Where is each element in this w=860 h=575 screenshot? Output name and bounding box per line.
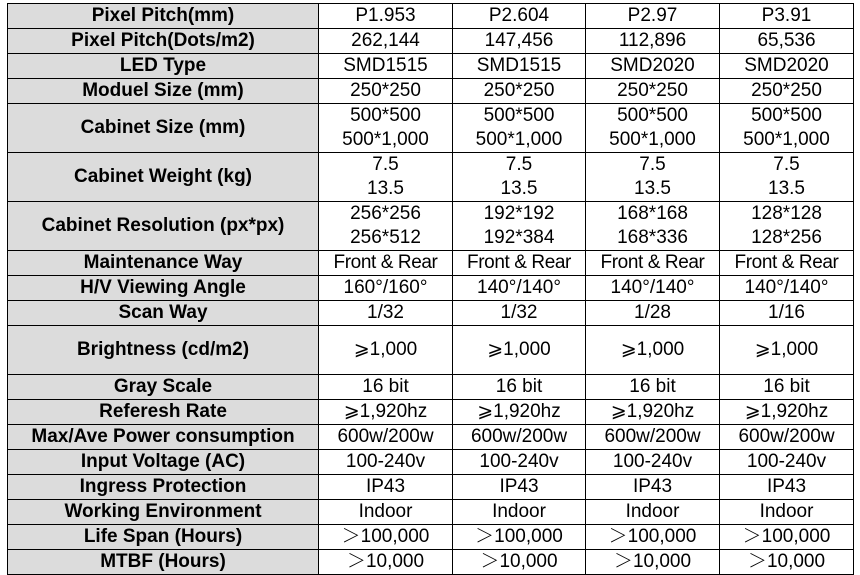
spec-row bbox=[8, 276, 854, 301]
row-label: Cabinet Resolution (px*px) bbox=[8, 202, 319, 251]
value-cell: 65,536 bbox=[720, 29, 854, 54]
value-cell bbox=[319, 104, 453, 153]
value-cell: SMD1515 bbox=[453, 54, 586, 79]
value-cell: ＞100,000 bbox=[586, 525, 720, 550]
value-line: 7.5 bbox=[773, 154, 800, 175]
row-label: Cabinet Size (mm) bbox=[8, 104, 319, 153]
value-line: 500*1,000 bbox=[342, 129, 429, 150]
value-cell: 250*250 bbox=[586, 79, 720, 104]
value-cell bbox=[720, 202, 854, 251]
row-label: Input Voltage (AC) bbox=[8, 450, 319, 475]
value-line: 7.5 bbox=[639, 154, 666, 175]
value-cell: P2.604 bbox=[453, 4, 586, 29]
value-cell: IP43 bbox=[720, 475, 854, 500]
value-cell: 250*250 bbox=[319, 79, 453, 104]
spec-table-body bbox=[8, 4, 854, 575]
spec-row bbox=[8, 525, 854, 550]
value-cell: 100-240v bbox=[720, 450, 854, 475]
row-label: H/V Viewing Angle bbox=[8, 276, 319, 301]
value-line: 13.5 bbox=[768, 178, 805, 199]
value-cell: ＞10,000 bbox=[586, 550, 720, 575]
spec-row bbox=[8, 475, 854, 500]
value-line: 13.5 bbox=[634, 178, 671, 199]
value-cell: ＞10,000 bbox=[453, 550, 586, 575]
value-line: 7.5 bbox=[372, 154, 399, 175]
value-line: 128*256 bbox=[751, 227, 822, 248]
value-line: 500*500 bbox=[751, 105, 822, 126]
spec-row bbox=[8, 550, 854, 575]
spec-row bbox=[8, 450, 854, 475]
value-cell: ＞100,000 bbox=[319, 525, 453, 550]
value-cell: ＞10,000 bbox=[720, 550, 854, 575]
value-cell: 16 bit bbox=[720, 375, 854, 400]
value-cell: 140°/140° bbox=[586, 276, 720, 301]
value-cell: 100-240v bbox=[586, 450, 720, 475]
row-label: Gray Scale bbox=[8, 375, 319, 400]
value-cell bbox=[720, 153, 854, 202]
value-cell: P3.91 bbox=[720, 4, 854, 29]
value-cell: 250*250 bbox=[720, 79, 854, 104]
spec-row bbox=[8, 202, 854, 251]
spec-row bbox=[8, 104, 854, 153]
value-cell: 147,456 bbox=[453, 29, 586, 54]
value-cell bbox=[453, 104, 586, 153]
row-label: MTBF (Hours) bbox=[8, 550, 319, 575]
row-label: LED Type bbox=[8, 54, 319, 79]
value-cell: P1.953 bbox=[319, 4, 453, 29]
value-cell: Front & Rear bbox=[720, 251, 854, 276]
value-cell: SMD2020 bbox=[720, 54, 854, 79]
row-label: Scan Way bbox=[8, 301, 319, 326]
value-cell: SMD2020 bbox=[586, 54, 720, 79]
value-cell: 1/16 bbox=[720, 301, 854, 326]
value-cell: 600w/200w bbox=[720, 425, 854, 450]
value-line: 168*336 bbox=[617, 227, 688, 248]
value-cell: Indoor bbox=[319, 500, 453, 525]
value-cell: 16 bit bbox=[319, 375, 453, 400]
value-cell bbox=[586, 153, 720, 202]
value-cell: Indoor bbox=[453, 500, 586, 525]
value-line: 500*1,000 bbox=[609, 129, 696, 150]
value-line: 256*256 bbox=[350, 203, 421, 224]
value-line: 192*192 bbox=[483, 203, 555, 224]
value-cell bbox=[453, 202, 586, 251]
value-line: 256*512 bbox=[350, 227, 421, 248]
value-cell: IP43 bbox=[319, 475, 453, 500]
value-cell: Front & Rear bbox=[586, 251, 720, 276]
spec-row bbox=[8, 79, 854, 104]
value-line: 128*128 bbox=[751, 203, 822, 224]
value-cell: 100-240v bbox=[319, 450, 453, 475]
row-label: Maintenance Way bbox=[8, 251, 319, 276]
value-line: 500*1,000 bbox=[743, 129, 830, 150]
value-cell: 1/32 bbox=[453, 301, 586, 326]
value-cell: 16 bit bbox=[586, 375, 720, 400]
row-label: Cabinet Weight (kg) bbox=[8, 153, 319, 202]
row-label: Pixel Pitch(mm) bbox=[8, 4, 319, 29]
value-line: 7.5 bbox=[505, 154, 533, 175]
value-cell: IP43 bbox=[586, 475, 720, 500]
value-cell bbox=[319, 153, 453, 202]
value-cell: 16 bit bbox=[453, 375, 586, 400]
value-cell: 1/32 bbox=[319, 301, 453, 326]
value-cell: 600w/200w bbox=[319, 425, 453, 450]
spec-row bbox=[8, 500, 854, 525]
row-label: Brightness (cd/m2) bbox=[8, 326, 319, 375]
value-cell: ⩾1,000 bbox=[720, 326, 854, 375]
value-cell: ＞100,000 bbox=[453, 525, 586, 550]
spec-row bbox=[8, 425, 854, 450]
value-cell bbox=[586, 104, 720, 153]
value-cell bbox=[720, 104, 854, 153]
value-line: 500*500 bbox=[483, 105, 555, 126]
row-label: Pixel Pitch(Dots/m2) bbox=[8, 29, 319, 54]
value-cell: 112,896 bbox=[586, 29, 720, 54]
value-cell bbox=[319, 202, 453, 251]
value-line: 168*168 bbox=[617, 203, 688, 224]
row-label: Max/Ave Power consumption bbox=[8, 425, 319, 450]
value-cell: Front & Rear bbox=[453, 251, 586, 276]
row-label: Referesh Rate bbox=[8, 400, 319, 425]
value-cell: ＞100,000 bbox=[720, 525, 854, 550]
value-cell: ⩾1,000 bbox=[319, 326, 453, 375]
value-line: 500*500 bbox=[350, 105, 421, 126]
value-line: 13.5 bbox=[367, 178, 404, 199]
value-cell: 600w/200w bbox=[453, 425, 586, 450]
spec-row bbox=[8, 301, 854, 326]
spec-row bbox=[8, 29, 854, 54]
value-cell: 160°/160° bbox=[319, 276, 453, 301]
value-cell: 140°/140° bbox=[720, 276, 854, 301]
value-cell: IP43 bbox=[453, 475, 586, 500]
value-line: 500*1,000 bbox=[475, 129, 563, 150]
value-cell: ⩾1,000 bbox=[453, 326, 586, 375]
value-cell: 262,144 bbox=[319, 29, 453, 54]
value-cell: 600w/200w bbox=[586, 425, 720, 450]
spec-row bbox=[8, 326, 854, 375]
spec-row bbox=[8, 251, 854, 276]
value-cell: ＞10,000 bbox=[319, 550, 453, 575]
value-cell: 1/28 bbox=[586, 301, 720, 326]
value-cell: ⩾1,920hz bbox=[720, 400, 854, 425]
row-label: Ingress Protection bbox=[8, 475, 319, 500]
spec-row bbox=[8, 375, 854, 400]
value-line: 500*500 bbox=[617, 105, 688, 126]
value-cell: ⩾1,920hz bbox=[453, 400, 586, 425]
spec-row bbox=[8, 400, 854, 425]
value-cell: 250*250 bbox=[453, 79, 586, 104]
spec-row bbox=[8, 153, 854, 202]
value-cell: Front & Rear bbox=[319, 251, 453, 276]
spec-row bbox=[8, 4, 854, 29]
value-cell: Indoor bbox=[720, 500, 854, 525]
row-label: Moduel Size (mm) bbox=[8, 79, 319, 104]
row-label: Life Span (Hours) bbox=[8, 525, 319, 550]
value-cell: SMD1515 bbox=[319, 54, 453, 79]
value-cell: 100-240v bbox=[453, 450, 586, 475]
value-line: 192*384 bbox=[483, 227, 555, 248]
spec-table bbox=[7, 3, 854, 575]
value-line: 13.5 bbox=[500, 178, 538, 199]
value-cell: ⩾1,920hz bbox=[586, 400, 720, 425]
spec-row bbox=[8, 54, 854, 79]
row-label: Working Environment bbox=[8, 500, 319, 525]
value-cell: ⩾1,000 bbox=[586, 326, 720, 375]
value-cell: Indoor bbox=[586, 500, 720, 525]
value-cell: 140°/140° bbox=[453, 276, 586, 301]
value-cell bbox=[586, 202, 720, 251]
value-cell bbox=[453, 153, 586, 202]
value-cell: P2.97 bbox=[586, 4, 720, 29]
value-cell: ⩾1,920hz bbox=[319, 400, 453, 425]
